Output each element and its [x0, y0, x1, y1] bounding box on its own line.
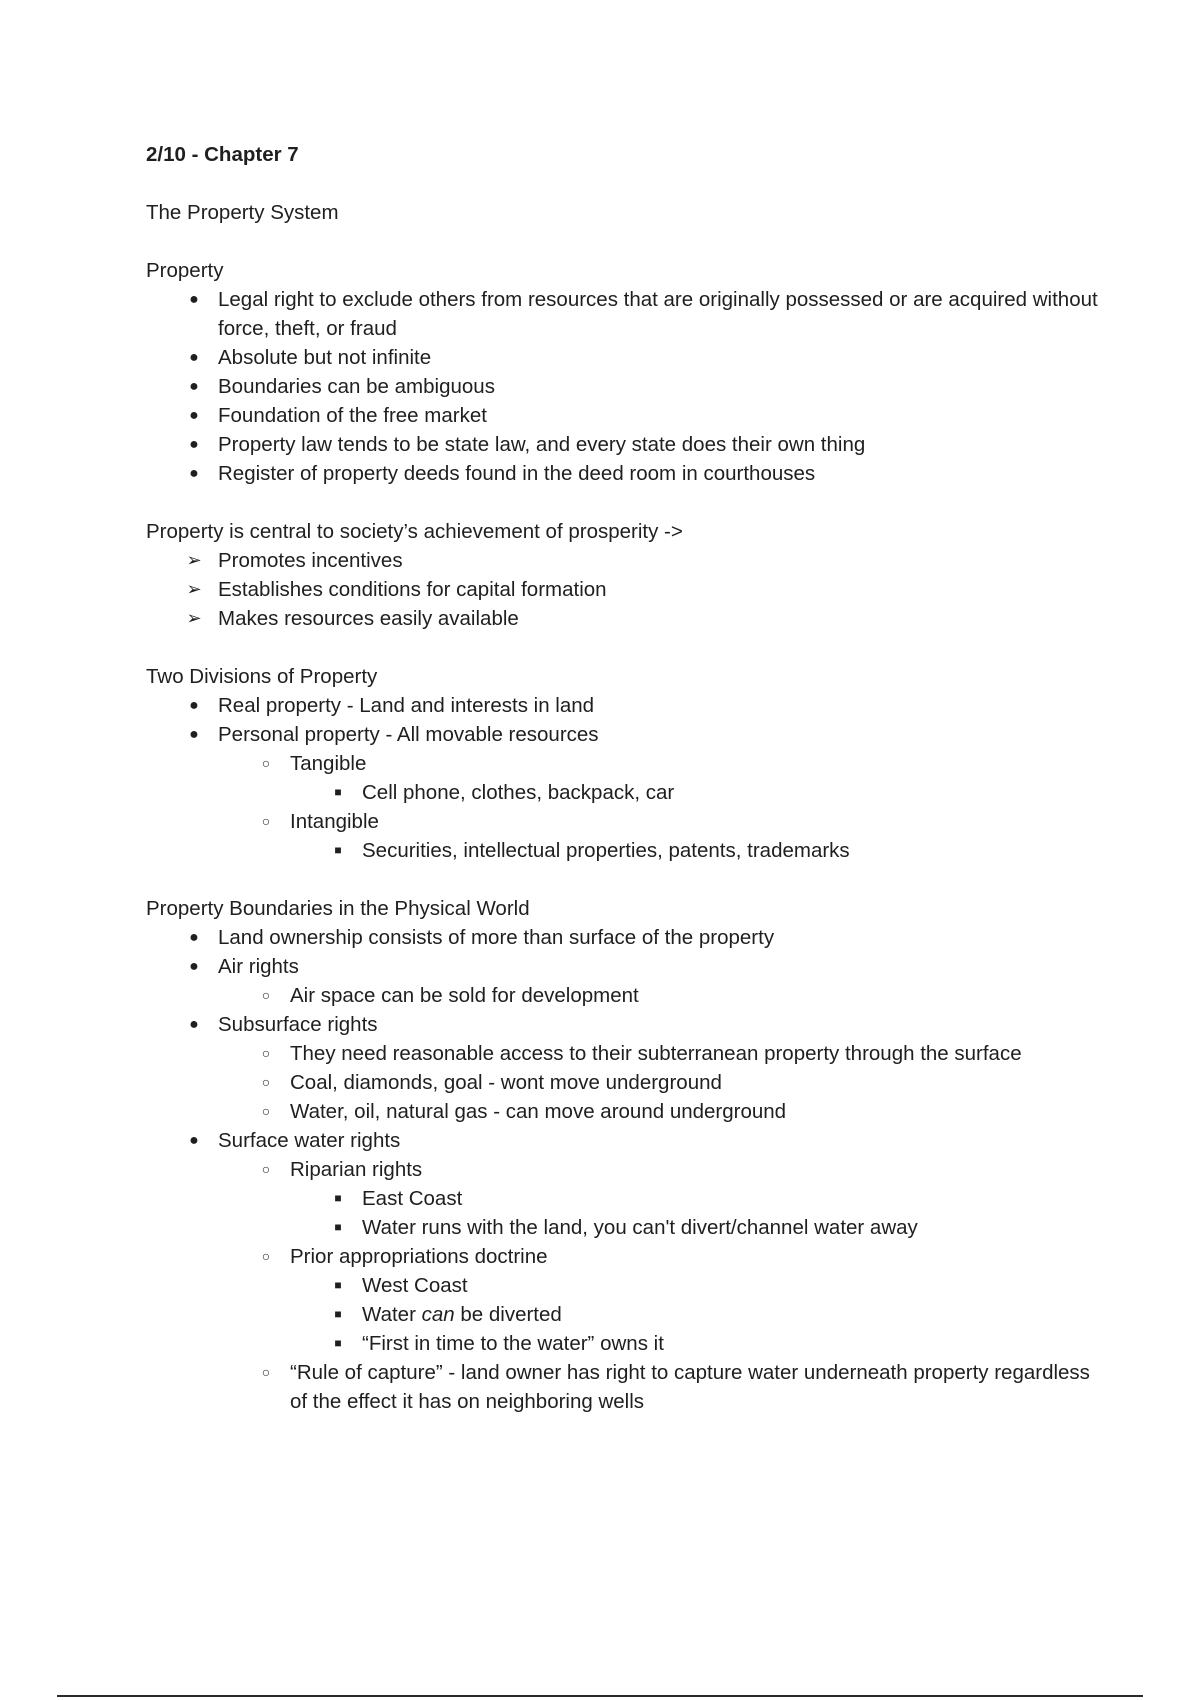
list-item-text: Air rights [218, 955, 299, 978]
list-item-text: They need reasonable access to their subterranean property through the surface [290, 1042, 1022, 1065]
list-item-text: Riparian rights [290, 1158, 423, 1181]
bullet-disc-icon: ● [189, 697, 199, 714]
list-item [146, 401, 1106, 430]
list-item [146, 1184, 1106, 1213]
page-title: 2/10 - Chapter 7 [146, 143, 299, 166]
list-item [146, 952, 1106, 981]
bullet-disc-icon: ● [189, 407, 199, 424]
text-suffix: be diverted [454, 1303, 562, 1326]
list-item-text: Establishes conditions for capital formation [218, 578, 607, 601]
bullet-arrow-icon: ➢ [186, 550, 202, 570]
list-item-text: Boundaries can be ambiguous [218, 375, 495, 398]
list-item [146, 343, 1106, 372]
list-item-text [362, 1303, 562, 1326]
list-item [146, 720, 1106, 749]
list-item-text: Land ownership consists of more than surface of the property [218, 926, 775, 949]
page-bottom-divider [57, 1695, 1143, 1697]
list-item [146, 459, 1106, 488]
list-item-text: Promotes incentives [218, 549, 403, 572]
list-item [146, 575, 1106, 604]
emphasis-can: can [421, 1303, 455, 1326]
bullet-arrow-icon: ➢ [186, 579, 202, 599]
bullet-disc-icon: ● [189, 291, 199, 308]
bullet-disc-icon: ● [189, 349, 199, 366]
bullet-circle-icon: ○ [261, 1248, 271, 1264]
bullet-circle-icon: ○ [261, 1103, 271, 1119]
list-item-text: “First in time to the water” owns it [362, 1332, 664, 1355]
list-item-text: Tangible [290, 752, 367, 775]
list-item-text: Property law tends to be state law, and every state does their own thing [218, 433, 866, 456]
list-item [146, 749, 1106, 778]
list-item [146, 372, 1106, 401]
list-item-text: Legal right to exclude others from resources that are originally possessed or are acquired without force, theft, or fraud [218, 288, 1098, 340]
list-item [146, 1300, 1106, 1329]
list-item-text: Air space can be sold for development [290, 984, 639, 1007]
list-item [146, 1097, 1106, 1126]
list-item-text: Surface water rights [218, 1129, 401, 1152]
document-page [146, 140, 1106, 1416]
bullet-disc-icon: ● [189, 929, 199, 946]
list-item-text: Prior appropriations doctrine [290, 1245, 548, 1268]
list-item-text: “Rule of capture” - land owner has right to capture water underneath property regardless of the effect it has on neighboring wells [290, 1361, 1090, 1413]
text-prefix: Water [362, 1303, 422, 1326]
list-item [146, 1010, 1106, 1039]
list-item-text: Water runs with the land, you can't divert/channel water away [362, 1216, 918, 1239]
list-item-text: Makes resources easily available [218, 607, 519, 630]
list-item-text: Absolute but not infinite [218, 346, 432, 369]
section-heading-property: Property [146, 259, 224, 282]
document-subtitle: The Property System [146, 201, 339, 224]
section-heading-boundaries: Property Boundaries in the Physical World [146, 897, 530, 920]
bullet-square-icon: ■ [334, 843, 342, 857]
list-item [146, 691, 1106, 720]
bullet-circle-icon: ○ [261, 813, 271, 829]
list-item-text: Securities, intellectual properties, patents, trademarks [362, 839, 850, 862]
list-item [146, 604, 1106, 633]
list-item [146, 1271, 1106, 1300]
prosperity-list [146, 546, 1106, 633]
bullet-square-icon: ■ [334, 785, 342, 799]
bullet-disc-icon: ● [189, 465, 199, 482]
bullet-circle-icon: ○ [261, 1074, 271, 1090]
bullet-circle-icon: ○ [261, 1161, 271, 1177]
bullet-circle-icon: ○ [261, 755, 271, 771]
bullet-square-icon: ■ [334, 1336, 342, 1350]
list-item [146, 1329, 1106, 1358]
list-item [146, 1155, 1106, 1184]
bullet-circle-icon: ○ [261, 987, 271, 1003]
list-item-text: East Coast [362, 1187, 463, 1210]
bullet-disc-icon: ● [189, 958, 199, 975]
bullet-arrow-icon: ➢ [186, 608, 202, 628]
list-item [146, 1039, 1106, 1068]
list-item [146, 778, 1106, 807]
list-item-text: Real property - Land and interests in land [218, 694, 595, 717]
spacer [146, 488, 1106, 517]
bullet-disc-icon: ● [189, 1016, 199, 1033]
bullet-circle-icon: ○ [261, 1045, 271, 1061]
bullet-square-icon: ■ [334, 1307, 342, 1321]
list-item [146, 923, 1106, 952]
bullet-square-icon: ■ [334, 1278, 342, 1292]
list-item-text: Foundation of the free market [218, 404, 487, 427]
list-item-text: Cell phone, clothes, backpack, car [362, 781, 675, 804]
list-item [146, 807, 1106, 836]
list-item [146, 1213, 1106, 1242]
bullet-square-icon: ■ [334, 1191, 342, 1205]
list-item [146, 1126, 1106, 1155]
spacer [146, 633, 1106, 662]
list-item-text: Subsurface rights [218, 1013, 378, 1036]
list-item [146, 1358, 1106, 1416]
spacer [146, 865, 1106, 894]
list-item-text: Personal property - All movable resources [218, 723, 599, 746]
list-item-text: West Coast [362, 1274, 468, 1297]
divisions-list [146, 691, 1106, 865]
list-item-text: Water, oil, natural gas - can move around underground [290, 1100, 787, 1123]
list-item [146, 430, 1106, 459]
bullet-disc-icon: ● [189, 1132, 199, 1149]
bullet-disc-icon: ● [189, 436, 199, 453]
bullet-square-icon: ■ [334, 1220, 342, 1234]
bullet-disc-icon: ● [189, 726, 199, 743]
bullet-circle-icon: ○ [261, 1364, 271, 1380]
list-item-text: Intangible [290, 810, 379, 833]
spacer [146, 169, 1106, 198]
property-list [146, 285, 1106, 488]
list-item [146, 836, 1106, 865]
list-item-text: Register of property deeds found in the deed room in courthouses [218, 462, 816, 485]
bullet-disc-icon: ● [189, 378, 199, 395]
spacer [146, 227, 1106, 256]
list-item [146, 546, 1106, 575]
boundaries-list [146, 923, 1106, 1416]
list-item [146, 981, 1106, 1010]
section-heading-divisions: Two Divisions of Property [146, 665, 378, 688]
list-item [146, 285, 1106, 343]
section-heading-prosperity: Property is central to society’s achievement of prosperity -> [146, 520, 683, 543]
list-item-text: Coal, diamonds, goal - wont move underground [290, 1071, 722, 1094]
list-item [146, 1242, 1106, 1271]
list-item [146, 1068, 1106, 1097]
